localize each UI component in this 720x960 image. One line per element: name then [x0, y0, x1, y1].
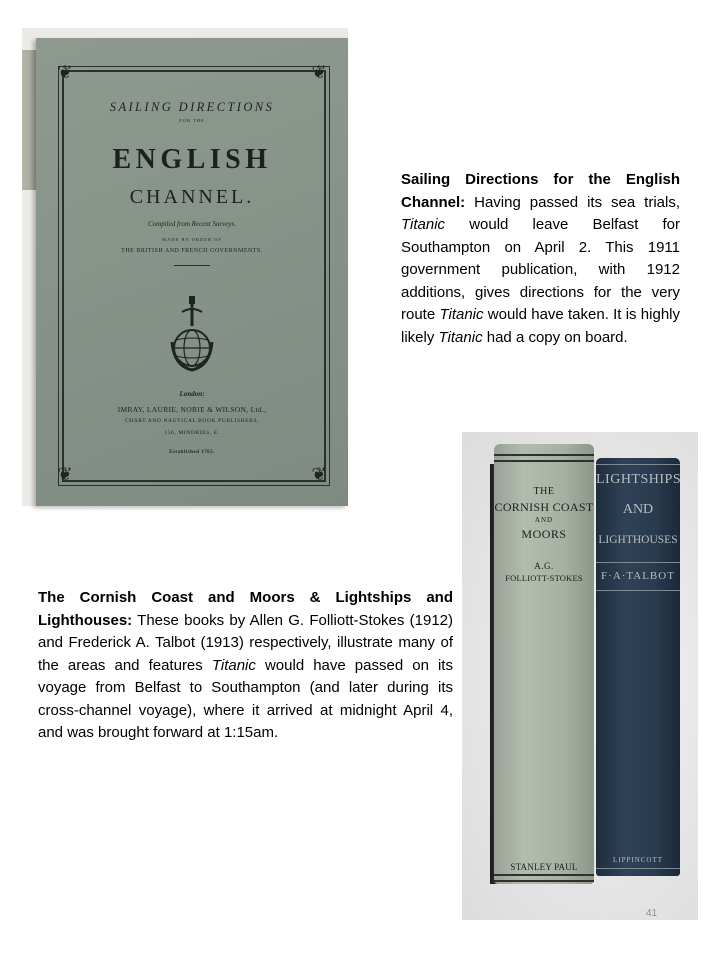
page-number: 41 [646, 908, 658, 919]
spine-rule [494, 460, 594, 462]
anchor-globe-emblem-icon [168, 296, 216, 378]
cover-made-by: MADE BY ORDER OF [162, 237, 222, 242]
spine-publisher: LIPPINCOTT [612, 856, 664, 864]
corner-ornament-icon: ❦ [311, 464, 327, 485]
spine-author: F·A·TALBOT [601, 570, 675, 582]
spine-and: AND [622, 502, 654, 517]
spine-band [596, 464, 680, 465]
spine-author-initials: A.G. [534, 561, 554, 571]
caption-cornish-lightships [38, 587, 453, 745]
spine-and: AND [534, 516, 554, 524]
cover-publisher-desc: CHART AND NAUTICAL BOOK PUBLISHERS, [124, 418, 260, 424]
caption-heading: Sailing Directions for the English Channel: [401, 171, 680, 211]
spine-rule [494, 880, 594, 882]
caption-heading: The Cornish Coast and Moors & Lightships and Lighthouses: [38, 589, 453, 629]
cover-title-english: ENGLISH [112, 144, 272, 175]
caption-text: had a copy on board. [482, 328, 628, 346]
spine-rule [494, 454, 594, 456]
cover-title-channel: CHANNEL. [129, 186, 255, 208]
cover-series-title: SAILING DIRECTIONS [109, 100, 275, 114]
caption-text: These books by Allen G. Folliott-Stokes (1912) and Frederick A. Talbot (1913) respectively, illustrate many of the areas and features [38, 611, 453, 674]
cover-established: Established 1763. [169, 450, 215, 455]
caption-italic: Titanic [438, 328, 483, 346]
spine-rule [494, 874, 594, 876]
spine-author: FOLLIOTT-STOKES [505, 573, 583, 583]
caption-text: would have passed on its voyage from Belfast to Southampton (and later during its cross-channel voyage), where it arrived at midnight April 4, and was brought forward at 1:15am. [38, 656, 453, 741]
caption-text: would leave Belfast for Southampton on April 2. This 1911 government publication, with 1912 additions, gives directions for the very route [401, 216, 680, 323]
caption-text: would have taken. It is highly likely [401, 306, 680, 346]
caption-sailing-directions [401, 169, 680, 349]
caption-text: Having passed its sea trials, [465, 193, 680, 211]
cover-address: 156, MINORIES, E. [164, 430, 220, 436]
caption-italic: Titanic [401, 216, 446, 233]
spine-band [596, 590, 680, 591]
spine-moors: MOORS [521, 527, 567, 541]
cover-london: London: [179, 390, 205, 398]
book-spines-photo [462, 432, 698, 920]
cover-for-the: FOR THE [179, 118, 205, 123]
spine-title-line1: LIGHTSHIPS [596, 472, 682, 487]
cover-publisher: IMRAY, LAURIE, NORIE & WILSON, Ltd., [117, 405, 267, 414]
lightships-spine [596, 458, 680, 876]
spine-the: THE [533, 486, 555, 497]
corner-ornament-icon: ❦ [57, 62, 73, 83]
caption-italic: Titanic [439, 306, 484, 323]
cover-divider [174, 265, 210, 266]
book-cover [36, 38, 348, 506]
corner-ornament-icon: ❦ [311, 62, 327, 83]
cover-compiled: Compiled from Recent Surveys. [148, 220, 236, 228]
spine-title-line2: LIGHTHOUSES [598, 534, 678, 546]
cover-governments: THE BRITISH AND FRENCH GOVERNMENTS. [121, 248, 263, 254]
spine-band [596, 562, 680, 563]
cornish-coast-spine [494, 444, 594, 884]
sailing-directions-photo [22, 28, 348, 506]
corner-ornament-icon: ❦ [57, 464, 73, 485]
spine-band [596, 868, 680, 869]
caption-italic: Titanic [211, 656, 256, 674]
spine-title: CORNISH COAST [494, 500, 594, 514]
spine-publisher: STANLEY PAUL [510, 862, 578, 872]
